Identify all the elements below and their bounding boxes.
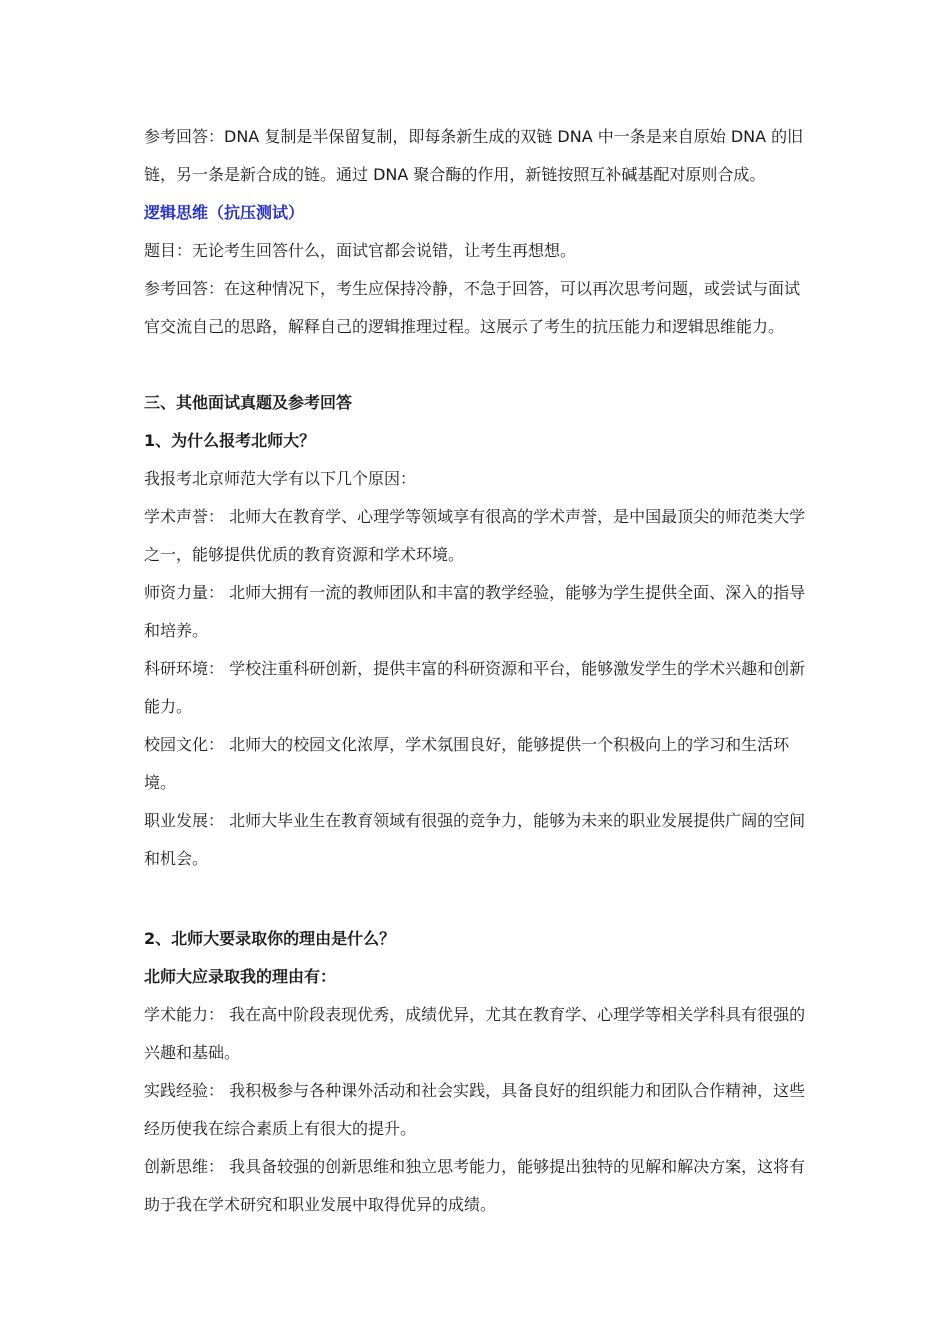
paragraph-innovation: 创新思维： 我具备较强的创新思维和独立思考能力，能够提出独特的见解和解决方案，这将有助于我在学术研究和职业发展中取得优异的成绩。 bbox=[144, 1157, 806, 1214]
paragraph-dna-answer: 参考回答：DNA 复制是半保留复制，即每条新生成的双链 DNA 中一条是来自原始 DNA 的旧链，另一条是新合成的链。通过 DNA 聚合酶的作用，新链按照互补碱基配对原则合成。 bbox=[144, 127, 804, 184]
paragraph-admit-intro: 北师大应录取我的理由有： bbox=[144, 967, 337, 986]
question-heading-1: 1、为什么报考北师大？ bbox=[144, 431, 316, 450]
paragraph-logic-answer: 参考回答：在这种情况下，考生应保持冷静，不急于回答，可以再次思考问题，或尝试与面试官交流自己的思路，解释自己的逻辑推理过程。这展示了考生的抗压能力和逻辑思维能力。 bbox=[144, 279, 801, 336]
section-heading-logic: 逻辑思维（抗压测试） bbox=[144, 203, 305, 222]
document-body bbox=[144, 118, 809, 1224]
paragraph-academic-reputation: 学术声誉： 北师大在教育学、心理学等领域享有很高的学术声誉，是中国最顶尖的师范类大学之一，能够提供优质的教育资源和学术环境。 bbox=[144, 507, 806, 564]
paragraph-career: 职业发展： 北师大毕业生在教育领域有很强的竞争力，能够为未来的职业发展提供广阔的空间和机会。 bbox=[144, 811, 806, 868]
spacer bbox=[144, 878, 809, 920]
paragraph-question: 题目：无论考生回答什么，面试官都会说错，让考生再想想。 bbox=[144, 241, 577, 260]
section-heading-three: 三、其他面试真题及参考回答 bbox=[144, 393, 353, 412]
paragraph-research: 科研环境： 学校注重科研创新，提供丰富的科研资源和平台，能够激发学生的学术兴趣和创新能力。 bbox=[144, 659, 806, 716]
question-heading-2: 2、北师大要录取你的理由是什么？ bbox=[144, 929, 396, 948]
paragraph-academic-ability: 学术能力： 我在高中阶段表现优秀，成绩优异，尤其在教育学、心理学等相关学科具有很强的兴趣和基础。 bbox=[144, 1005, 806, 1062]
paragraph-practice: 实践经验： 我积极参与各种课外活动和社会实践，具备良好的组织能力和团队合作精神，这些经历使我在综合素质上有很大的提升。 bbox=[144, 1081, 806, 1138]
paragraph-campus-culture: 校园文化： 北师大的校园文化浓厚，学术氛围良好，能够提供一个积极向上的学习和生活环境。 bbox=[144, 735, 790, 792]
paragraph-intro-reasons: 我报考北京师范大学有以下几个原因： bbox=[144, 469, 417, 488]
paragraph-faculty: 师资力量： 北师大拥有一流的教师团队和丰富的教学经验，能够为学生提供全面、深入的指导和培养。 bbox=[144, 583, 806, 640]
spacer bbox=[144, 346, 809, 384]
